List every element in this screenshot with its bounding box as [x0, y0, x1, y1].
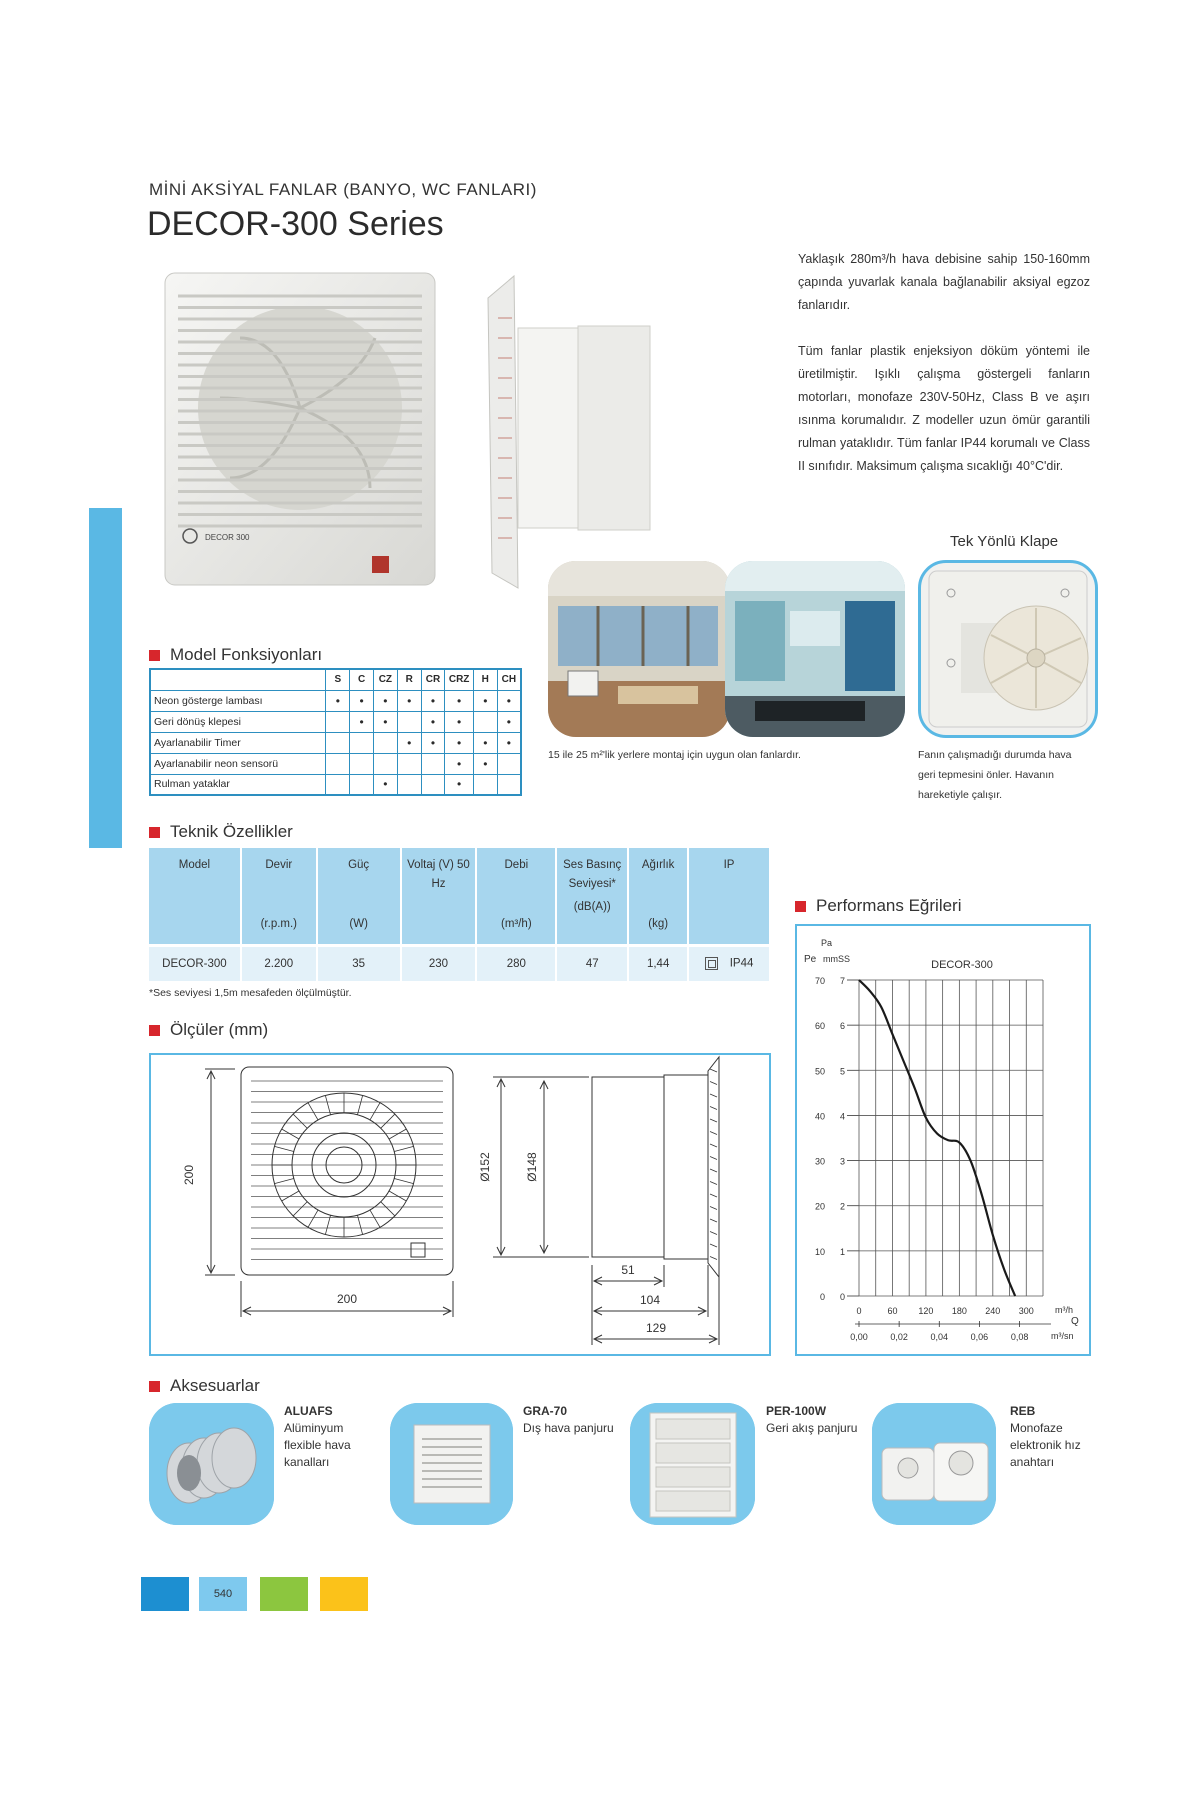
table-cell: • — [445, 753, 474, 774]
footer-swatch-blue — [141, 1577, 189, 1611]
x-unit-s-label: m³/sn — [1051, 1331, 1074, 1341]
category-subtitle: MİNİ AKSİYAL FANLAR (BANYO, WC FANLARI) — [149, 180, 537, 199]
table-cell — [397, 711, 421, 732]
table-header-row — [150, 669, 521, 690]
spoke — [357, 1095, 362, 1114]
page-title: DECOR-300 Series — [147, 205, 444, 243]
section-bullet — [149, 650, 160, 661]
spoke — [389, 1191, 406, 1201]
technical-table — [149, 848, 771, 981]
performance-chart — [797, 926, 1089, 1354]
dim-129-label: 129 — [645, 1321, 667, 1335]
x-tick-label: 0 — [856, 1306, 862, 1316]
table-cell: • — [350, 690, 374, 711]
y-tick-label: 30 — [814, 1156, 825, 1167]
y2-tick-label: 5 — [839, 1066, 845, 1077]
table-cell: • — [445, 732, 474, 753]
column-header-ip: IP — [688, 848, 770, 945]
accessory-image-aluafs — [149, 1403, 274, 1525]
side-louver — [710, 1182, 717, 1185]
table-cell — [373, 753, 397, 774]
x2-tick-label: 0,02 — [890, 1332, 908, 1342]
y-tick-label: 20 — [814, 1201, 825, 1212]
model-functions-table — [149, 668, 522, 796]
accessory-code: GRA-70 — [523, 1404, 568, 1418]
column-header: C — [350, 669, 374, 690]
table-cell — [397, 753, 421, 774]
model-functions-title: Model Fonksiyonları — [149, 645, 322, 665]
y-tick-label: 0 — [819, 1292, 825, 1302]
table-cell: 1,44 — [628, 945, 688, 981]
accessory-code: ALUAFS — [284, 1404, 333, 1418]
column-header: CH — [497, 669, 521, 690]
table-cell: • — [497, 732, 521, 753]
side-louver — [710, 1207, 717, 1210]
x2-tick-label: 0,00 — [850, 1332, 868, 1342]
section-bullet — [149, 1025, 160, 1036]
accessory-image-per100w — [630, 1403, 755, 1525]
column-header-debi: Debi (m³/h) — [476, 848, 556, 945]
accessory-desc: Monofaze elektronik hız anahtarı — [1010, 1421, 1081, 1469]
side-louver — [710, 1082, 717, 1085]
column-header: CR — [421, 669, 445, 690]
performance-chart-frame — [795, 924, 1091, 1356]
column-header: CRZ — [445, 669, 474, 690]
table-cell: • — [326, 690, 350, 711]
spoke — [325, 1095, 330, 1114]
bathroom-photo — [725, 561, 905, 737]
table-cell — [473, 774, 497, 795]
table-cell: • — [473, 753, 497, 774]
side-louver — [710, 1069, 717, 1072]
x-tick-label: 240 — [985, 1306, 1001, 1316]
spoke — [308, 1210, 318, 1227]
table-cell: IP44 — [688, 945, 770, 981]
dim-outer-diameter-label: Ø152 — [478, 1152, 492, 1182]
y2-tick-label: 2 — [839, 1201, 845, 1212]
side-louver — [710, 1144, 717, 1147]
spoke — [308, 1103, 318, 1120]
table-cell: 47 — [556, 945, 628, 981]
page-number: 540 — [213, 1588, 233, 1600]
column-header: R — [397, 669, 421, 690]
y-tick-label: 70 — [814, 976, 825, 986]
row-label: Rulman yataklar — [150, 774, 326, 795]
section-bullet — [149, 1381, 160, 1392]
side-louver — [710, 1244, 717, 1247]
x-unit-h-label: m³/h — [1055, 1305, 1073, 1315]
spoke — [293, 1114, 307, 1128]
table-cell: • — [421, 711, 445, 732]
accessory-gra70 — [523, 1403, 623, 1437]
side-louver — [710, 1132, 717, 1135]
table-cell: • — [350, 711, 374, 732]
product-front-photo — [160, 268, 445, 593]
intro-text — [798, 248, 1090, 501]
side-louver — [710, 1169, 717, 1172]
unit-mmss-label: mmSS — [823, 954, 850, 964]
table-cell: • — [473, 690, 497, 711]
spoke — [357, 1215, 362, 1234]
spoke — [282, 1129, 299, 1139]
x-tick-label: 60 — [887, 1306, 898, 1316]
y-tick-label: 10 — [814, 1246, 825, 1257]
column-header: CZ — [373, 669, 397, 690]
row-label: Neon gösterge lambası — [150, 690, 326, 711]
accessories-title: Aksesuarlar — [149, 1376, 260, 1396]
side-louver — [710, 1194, 717, 1197]
table-cell — [473, 711, 497, 732]
side-louver — [710, 1107, 717, 1110]
side-louver — [710, 1232, 717, 1235]
table-cell: DECOR-300 — [149, 945, 241, 981]
table-cell: • — [397, 732, 421, 753]
table-cell — [397, 774, 421, 795]
table-cell — [373, 732, 397, 753]
klape-photo — [918, 560, 1098, 738]
office-photo — [548, 561, 730, 737]
spoke — [394, 1146, 413, 1151]
table-cell — [326, 774, 350, 795]
table-cell: • — [421, 690, 445, 711]
klape-caption: Fanın çalışmadığı durumda hava geri tepmesini önler. Havanın hareketiyle çalışır. — [918, 749, 1072, 801]
dim-inner-diameter-label: Ø148 — [525, 1152, 539, 1182]
chart-series-line-decor-300 — [859, 980, 1015, 1296]
spoke — [293, 1202, 307, 1216]
table-cell: • — [497, 690, 521, 711]
row-label: Ayarlanabilir neon sensorü — [150, 753, 326, 774]
performance-title: Performans Eğrileri — [795, 896, 962, 916]
y2-tick-label: 6 — [839, 1021, 845, 1032]
table-cell: • — [473, 732, 497, 753]
x2-tick-label: 0,06 — [970, 1332, 989, 1342]
table-cell — [326, 711, 350, 732]
y-tick-label: 50 — [814, 1066, 825, 1077]
pe-label: Pe — [804, 954, 817, 965]
spoke — [274, 1178, 293, 1183]
y-tick-label: 60 — [814, 1021, 825, 1032]
spoke — [325, 1215, 330, 1234]
side-louver — [710, 1257, 717, 1260]
product-side-photo — [478, 268, 658, 598]
table-cell: • — [497, 711, 521, 732]
side-louver — [710, 1119, 717, 1122]
table-cell: 2.200 — [241, 945, 317, 981]
table-cell: • — [445, 690, 474, 711]
y2-tick-label: 4 — [839, 1111, 845, 1122]
table-cell: • — [445, 774, 474, 795]
table-cell — [326, 732, 350, 753]
table-cell: • — [421, 732, 445, 753]
table-cell — [497, 753, 521, 774]
table-row — [150, 690, 521, 711]
q-label: Q — [1071, 1316, 1079, 1327]
column-header-ses: Ses Basınç Seviyesi* (dB(A)) — [556, 848, 628, 945]
table-cell — [350, 774, 374, 795]
column-header: H — [473, 669, 497, 690]
row-label: Geri dönüş klepesi — [150, 711, 326, 732]
y-tick-label: 40 — [814, 1111, 825, 1122]
table-cell — [350, 732, 374, 753]
table-cell: 35 — [317, 945, 401, 981]
x2-tick-label: 0,08 — [1010, 1332, 1029, 1342]
spoke — [274, 1146, 293, 1151]
y2-tick-label: 3 — [839, 1156, 845, 1167]
table-header-row — [149, 848, 770, 945]
table-row — [150, 774, 521, 795]
table-row — [150, 732, 521, 753]
column-header-agirlik: Ağırlık (kg) — [628, 848, 688, 945]
x-tick-label: 180 — [951, 1306, 967, 1316]
side-accent-bar — [89, 508, 122, 848]
footer-swatch-yellow — [320, 1577, 368, 1611]
accessory-image-gra70 — [390, 1403, 513, 1525]
table-cell: • — [373, 774, 397, 795]
column-header-guc: Güç (W) — [317, 848, 401, 945]
accessory-reb — [1010, 1403, 1100, 1471]
column-header: S — [326, 669, 350, 690]
dim-51-label: 51 — [621, 1263, 635, 1277]
spoke — [394, 1178, 413, 1183]
footer-swatch-light-blue — [199, 1577, 247, 1611]
column-header-voltaj: Voltaj (V) 50 Hz — [401, 848, 477, 945]
table-row — [150, 711, 521, 732]
table-cell: • — [373, 690, 397, 711]
accessory-code: REB — [1010, 1404, 1036, 1418]
class-ii-icon — [705, 957, 718, 970]
spoke — [381, 1202, 395, 1216]
accessory-desc: Dış hava panjuru — [523, 1421, 614, 1435]
sound-note: *Ses seviyesi 1,5m mesafeden ölçülmüştür. — [149, 987, 352, 999]
spoke — [389, 1129, 406, 1139]
spoke — [282, 1191, 299, 1201]
spoke — [370, 1210, 380, 1227]
y2-tick-label: 1 — [839, 1246, 845, 1257]
footer-swatch-green — [260, 1577, 308, 1611]
table-cell — [350, 753, 374, 774]
accessory-desc: Alüminyum flexible hava kanalları — [284, 1421, 351, 1469]
accessory-desc: Geri akış panjuru — [766, 1421, 858, 1435]
chart-title: DECOR-300 — [931, 959, 993, 971]
dim-height-label: 200 — [182, 1164, 196, 1186]
rooms-caption: 15 ile 25 m²'lik yerlere montaj için uygun olan fanlardır. — [548, 749, 801, 761]
side-louver — [710, 1094, 717, 1097]
table-cell — [421, 753, 445, 774]
section-bullet — [149, 827, 160, 838]
spoke — [381, 1114, 395, 1128]
accessory-per100w — [766, 1403, 866, 1437]
table-cell: 230 — [401, 945, 477, 981]
side-louver — [710, 1219, 717, 1222]
side-louver — [710, 1157, 717, 1160]
x2-tick-label: 0,04 — [930, 1332, 949, 1342]
accessory-code: PER-100W — [766, 1404, 827, 1418]
dimensions-drawing — [149, 1053, 771, 1356]
y2-tick-label: 0 — [839, 1292, 845, 1302]
klape-title: Tek Yönlü Klape — [950, 533, 1059, 550]
column-header-model: Model — [149, 848, 241, 945]
dimensions-title: Ölçüler (mm) — [149, 1020, 268, 1040]
brand-label: DECOR 300 — [205, 533, 250, 542]
table-cell: • — [397, 690, 421, 711]
technical-title: Teknik Özellikler — [149, 822, 293, 842]
dim-104-label: 104 — [639, 1293, 661, 1307]
dim-width-label: 200 — [336, 1292, 358, 1306]
section-bullet — [795, 901, 806, 912]
accessory-image-reb — [872, 1403, 996, 1525]
intro-paragraph-1: Yaklaşık 280m³/h hava debisine sahip 150-160mm çapında yuvarlak kanala bağlanabilir aksiyal egzoz fanlarıdır. — [798, 252, 1090, 312]
y2-tick-label: 7 — [839, 976, 845, 986]
column-header-devir: Devir (r.p.m.) — [241, 848, 317, 945]
table-row — [150, 753, 521, 774]
accessory-aluafs — [284, 1403, 384, 1471]
spoke — [370, 1103, 380, 1120]
x-tick-label: 300 — [1018, 1306, 1034, 1316]
intro-paragraph-2: Tüm fanlar plastik enjeksiyon döküm yöntemi ile üretilmiştir. Işıklı çalışma göstergeli fanların motorları, monofaze 230V-50Hz, Class B ve aşırı ısınma korumalıdır. Z modeller uzun ömür garantili rulman yataklıdır. Tüm fanlar IP44 korumalı ve Class II sınıfıdır. Maksimum çalışma sıcaklığı 40°C'dir. — [798, 344, 1090, 473]
table-cell — [326, 753, 350, 774]
table-cell — [497, 774, 521, 795]
x-tick-label: 120 — [918, 1306, 934, 1316]
table-row — [149, 945, 770, 981]
row-label: Ayarlanabilir Timer — [150, 732, 326, 753]
table-cell — [421, 774, 445, 795]
table-cell: • — [445, 711, 474, 732]
table-cell: • — [373, 711, 397, 732]
unit-pa-label: Pa — [821, 938, 833, 948]
table-cell: 280 — [476, 945, 556, 981]
